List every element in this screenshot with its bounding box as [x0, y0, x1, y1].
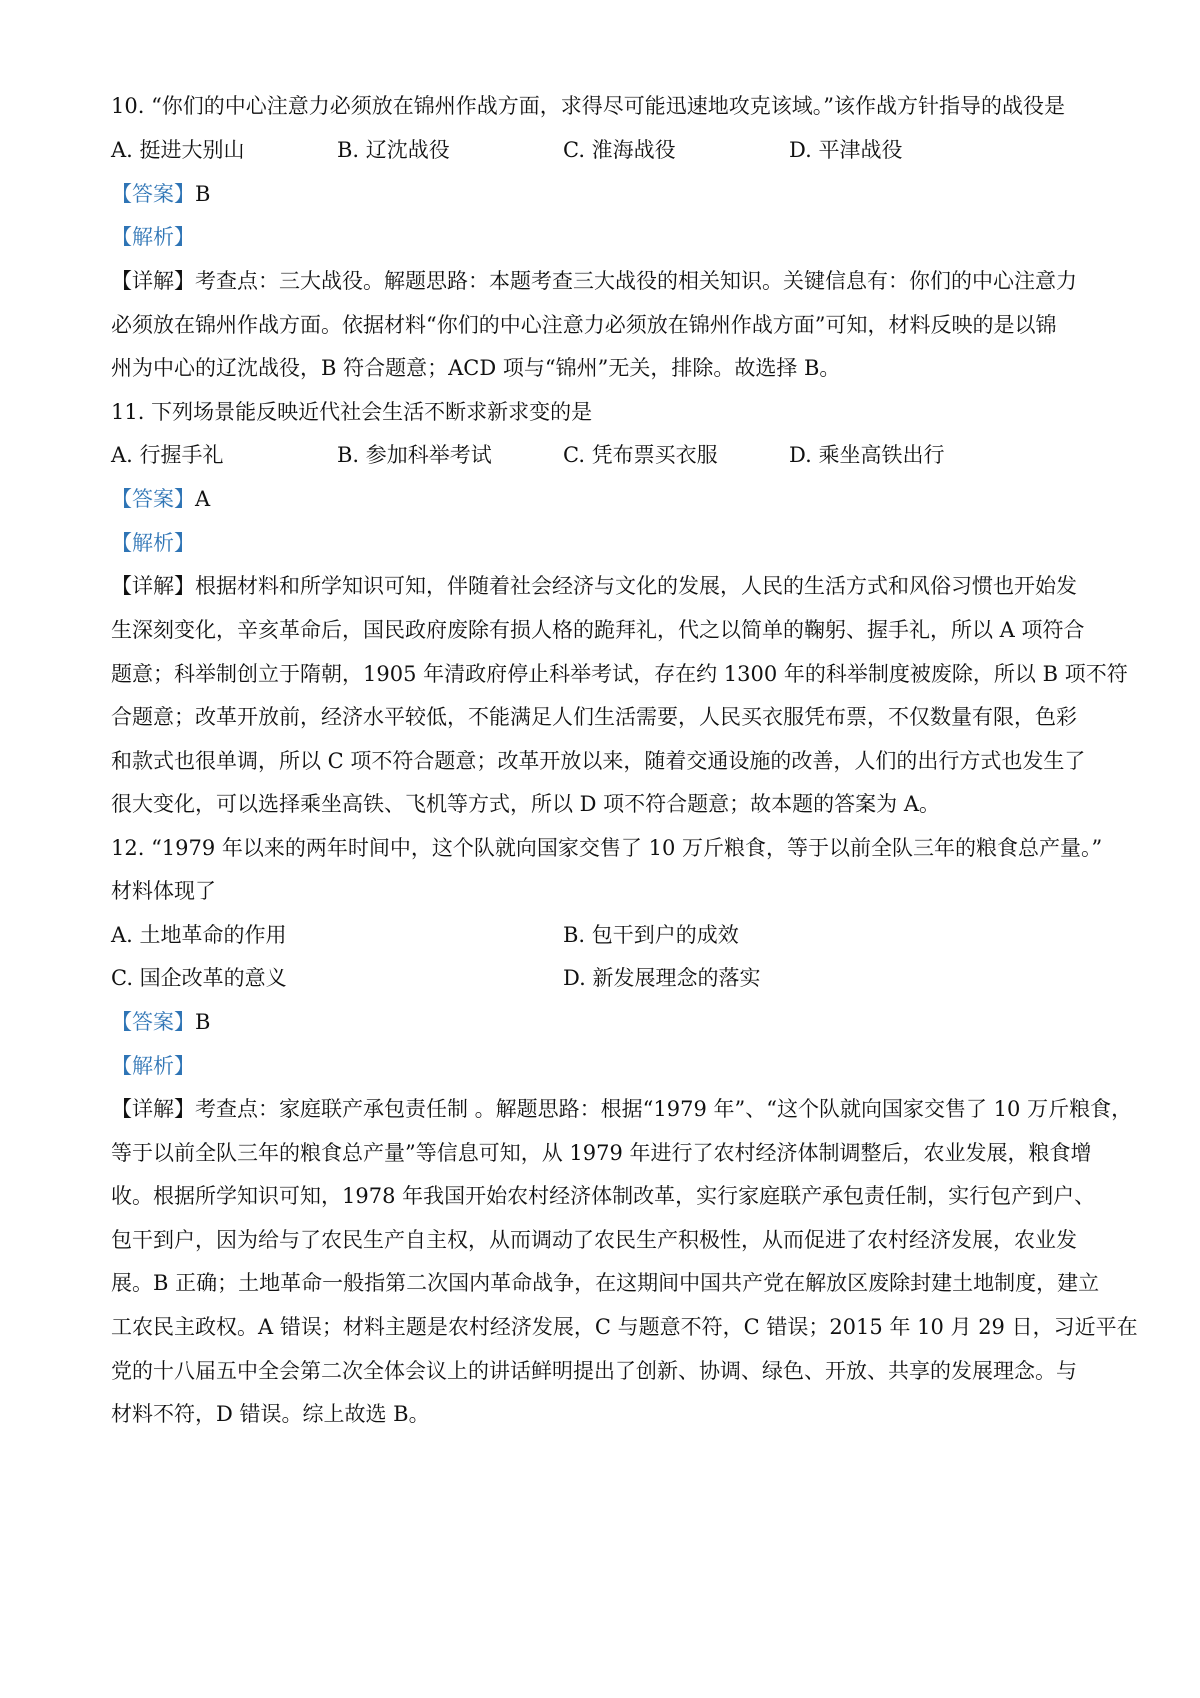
answer-tag: 【答案】 — [111, 1010, 195, 1034]
question-12-detail-line: 工农民主政权。A 错误；材料主题是农村经济发展，C 与题意不符，C 错误；2015 年 10 月 29 日，习近平在 — [111, 1315, 1138, 1339]
question-11-option-d: D. 乘坐高铁出行 — [789, 443, 945, 467]
question-11-option-a: A. 行握手礼 — [111, 443, 224, 467]
question-10-answer — [111, 179, 210, 209]
question-12-detail-line: 材料不符，D 错误。综上故选 B。 — [111, 1402, 430, 1426]
question-10-detail-line: 必须放在锦州作战方面。依据材料“你们的中心注意力必须放在锦州作战方面”可知，材料反映的是以锦 — [111, 313, 1057, 337]
question-10-option-d: D. 平津战役 — [789, 138, 903, 162]
question-12-detail-line: 党的十八届五中全会第二次全体会议上的讲话鲜明提出了创新、协调、绿色、开放、共享的发展理念。与 — [111, 1359, 1077, 1383]
question-11-stem: 11. 下列场景能反映近代社会生活不断求新求变的是 — [111, 400, 593, 424]
question-11-detail-line: 生深刻变化，辛亥革命后，国民政府废除有损人格的跪拜礼，代之以简单的鞠躬、握手礼，所以 A 项符合 — [111, 618, 1085, 642]
question-12-option-a: A. 土地革命的作用 — [111, 923, 287, 947]
answer-value: A — [195, 487, 211, 511]
question-12-stem-cont: 材料体现了 — [111, 879, 216, 903]
question-10-detail-line: 【详解】考查点：三大战役。解题思路：本题考查三大战役的相关知识。关键信息有：你们的中心注意力 — [111, 269, 1077, 293]
question-11-detail-line: 【详解】根据材料和所学知识可知，伴随着社会经济与文化的发展，人民的生活方式和风俗习惯也开始发 — [111, 574, 1077, 598]
question-11-analysis-tag: 【解析】 — [111, 531, 195, 555]
question-12-analysis-tag: 【解析】 — [111, 1054, 195, 1078]
question-11-detail-line: 和款式也很单调，所以 C 项不符合题意；改革开放以来，随着交通设施的改善，人们的出行方式也发生了 — [111, 749, 1086, 773]
question-10-detail-line: 州为中心的辽沈战役，B 符合题意；ACD 项与“锦州”无关，排除。故选择 B。 — [111, 356, 841, 380]
question-11-detail-line: 合题意；改革开放前，经济水平较低，不能满足人们生活需要，人民买衣服凭布票，不仅数量有限，色彩 — [111, 705, 1077, 729]
answer-value: B — [195, 1010, 211, 1034]
question-10-stem: 10. “你们的中心注意力必须放在锦州作战方面，求得尽可能迅速地攻克该域。”该作战方针指导的战役是 — [111, 94, 1066, 118]
question-10-option-c: C. 淮海战役 — [563, 138, 676, 162]
question-12-stem: 12. “1979 年以来的两年时间中，这个队就向国家交售了 10 万斤粮食，等于以前全队三年的粮食总产量。” — [111, 836, 1103, 860]
question-11-detail-line: 题意；科举制创立于隋朝，1905 年清政府停止科举考试，存在约 1300 年的科举制度被废除，所以 B 项不符 — [111, 662, 1128, 686]
question-12-detail-line: 收。根据所学知识可知，1978 年我国开始农村经济体制改革，实行家庭联产承包责任制，实行包产到户、 — [111, 1184, 1096, 1208]
question-12-option-c: C. 国企改革的意义 — [111, 966, 287, 990]
question-11-option-b: B. 参加科举考试 — [337, 443, 492, 467]
question-11-option-c: C. 凭布票买衣服 — [563, 443, 718, 467]
question-10-option-a: A. 挺进大别山 — [111, 138, 245, 162]
question-12-detail-line: 展。B 正确；土地革命一般指第二次国内革命战争，在这期间中国共产党在解放区废除封建土地制度，建立 — [111, 1271, 1100, 1295]
answer-value: B — [195, 182, 211, 206]
answer-tag: 【答案】 — [111, 182, 195, 206]
question-10-analysis-tag: 【解析】 — [111, 225, 195, 249]
question-12-option-d: D. 新发展理念的落实 — [563, 966, 761, 990]
question-11-detail-line: 很大变化，可以选择乘坐高铁、飞机等方式，所以 D 项不符合题意；故本题的答案为 A。 — [111, 792, 941, 816]
question-12-detail-line: 等于以前全队三年的粮食总产量”等信息可知，从 1979 年进行了农村经济体制调整后，农业发展，粮食增 — [111, 1141, 1092, 1165]
question-12-answer — [111, 1007, 210, 1037]
question-10-option-b: B. 辽沈战役 — [337, 138, 450, 162]
question-12-detail-line: 【详解】考查点：家庭联产承包责任制 。解题思路：根据“1979 年”、“这个队就向国家交售了 10 万斤粮食， — [111, 1097, 1133, 1121]
question-12-option-b: B. 包干到户的成效 — [563, 923, 739, 947]
question-12-detail-line: 包干到户，因为给与了农民生产自主权，从而调动了农民生产积极性，从而促进了农村经济发展，农业发 — [111, 1228, 1077, 1252]
answer-tag: 【答案】 — [111, 487, 195, 511]
question-11-answer — [111, 484, 210, 514]
